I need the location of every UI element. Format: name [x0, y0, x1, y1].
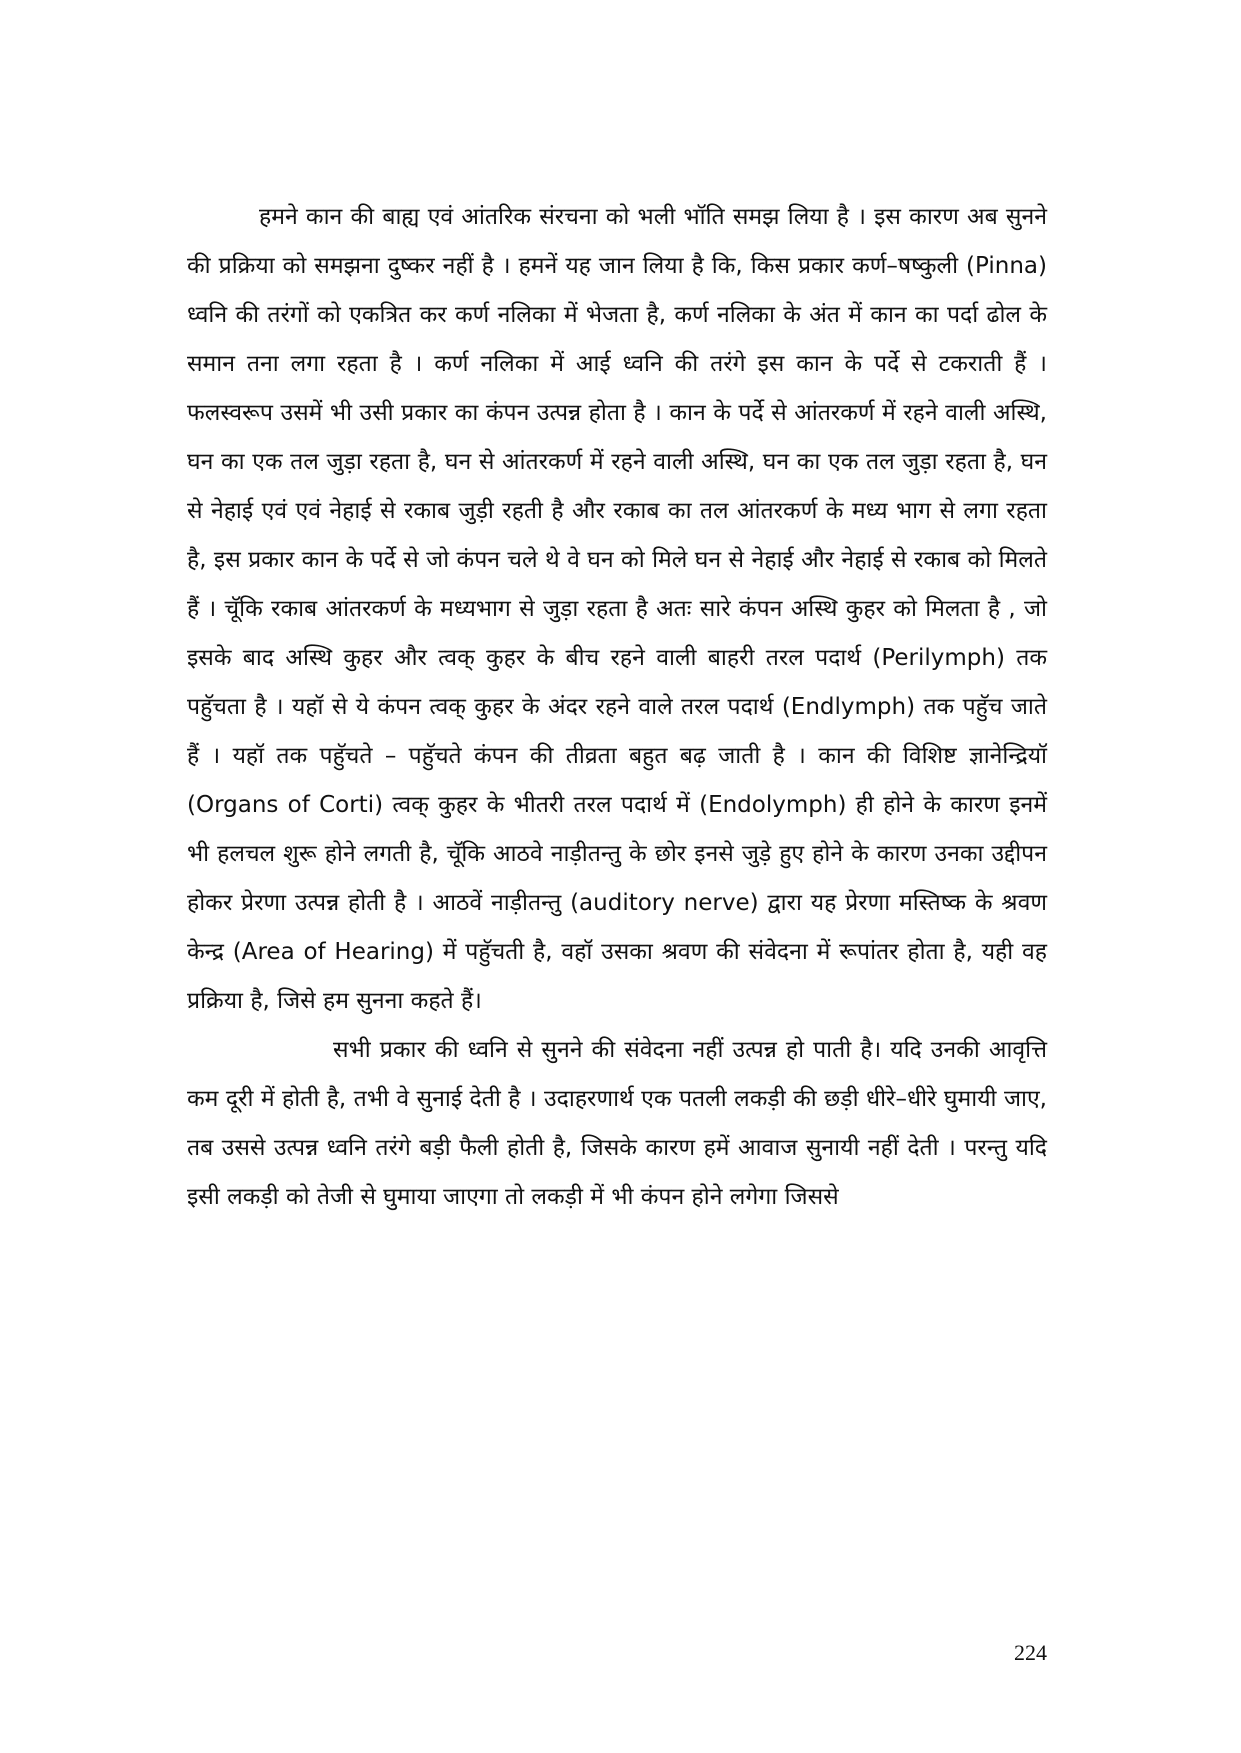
paragraph-sound-sensation: सभी प्रकार की ध्वनि से सुनने की संवेदना नहीं उत्पन्न हो पाती है। यदि उनकी आवृत्ति कम दूरी में होती है, तभी वे सुनाई देती है । उदाहरणार्थ एक पतली लकड़ी की छड़ी धीरे–धीरे घुमायी जाए, तब उससे उत्पन्न ध्वनि तरंगे बड़ी फैली होती है, जिसके कारण हमें आवाज सुनायी नहीं देती । परन्तु यदि इसी लकड़ी को तेजी से घुमाया जाएगा तो लकड़ी में भी कंपन होने लगेगा जिससे — [187, 1037, 1047, 1210]
body-text — [187, 193, 1047, 1222]
page-number: 224 — [1014, 1640, 1047, 1665]
paragraph-hearing-process: हमने कान की बाह्य एवं आंतरिक संरचना को भली भॉति समझ लिया है । इस कारण अब सुनने की प्रक्रिया को समझना दुष्कर नहीं है । हमनें यह जान लिया है कि, किस प्रकार कर्ण–षष्कुली (Pinna) ध्वनि की तरंगों को एकत्रित कर कर्ण नलिका में भेजता है, कर्ण नलिका के अंत में कान का पर्दा ढोल के समान तना लगा रहता है । कर्ण नलिका में आई ध्वनि की तरंगे इस कान के पर्दे से टकराती हैं । फलस्वरूप उसमें भी उसी प्रकार का कंपन उत्पन्न होता है । कान के पर्दे से आंतरकर्ण में रहने वाली अस्थि, घन का एक तल जुड़ा रहता है, घन से आंतरकर्ण में रहने वाली अस्थि, घन का एक तल जुड़ा रहता है, घन से नेहाई एवं एवं नेहाई से रकाब जुड़ी रहती है और रकाब का तल आंतरकर्ण के मध्य भाग से लगा रहता है, इस प्रकार कान के पर्दे से जो कंपन चले थे वे घन को मिले घन से नेहाई और नेहाई से रकाब को मिलते हैं । चूॅकि रकाब आंतरकर्ण के मध्यभाग से जुड़ा रहता है अतः सारे कंपन अस्थि कुहर को मिलता है , जो इसके बाद अस्थि कुहर और त्वक् कुहर के बीच रहने वाली बाहरी तरल पदार्थ (Perilymph) तक पहुॅचता है । यहॉ से ये कंपन त्वक् कुहर के अंदर रहने वाले तरल पदार्थ (Endlymph) तक पहुॅच जाते हैं । यहॉ तक पहुॅचते – पहुॅचते कंपन की तीव्रता बहुत बढ़ जाती है । कान की विशिष्ट ज्ञानेन्द्रियॉ (Organs of Corti) त्वक् कुहर के भीतरी तरल पदार्थ में (Endolymph) ही होने के कारण इनमें भी हलचल शुरू होने लगती है, चूॅकि आठवे नाड़ीतन्तु के छोर इनसे जुड़े हुए होने के कारण उनका उद्दीपन होकर प्रेरणा उत्पन्न होती है । आठवें नाड़ीतन्तु (auditory nerve) द्वारा यह प्रेरणा मस्तिष्क के श्रवण केन्द्र (Area of Hearing) में पहुॅचती है, वहॉ उसका श्रवण की संवेदना में रूपांतर होता है, यही वह प्रक्रिया है, जिसे हम सुनना कहते हैं। — [187, 204, 1047, 1014]
